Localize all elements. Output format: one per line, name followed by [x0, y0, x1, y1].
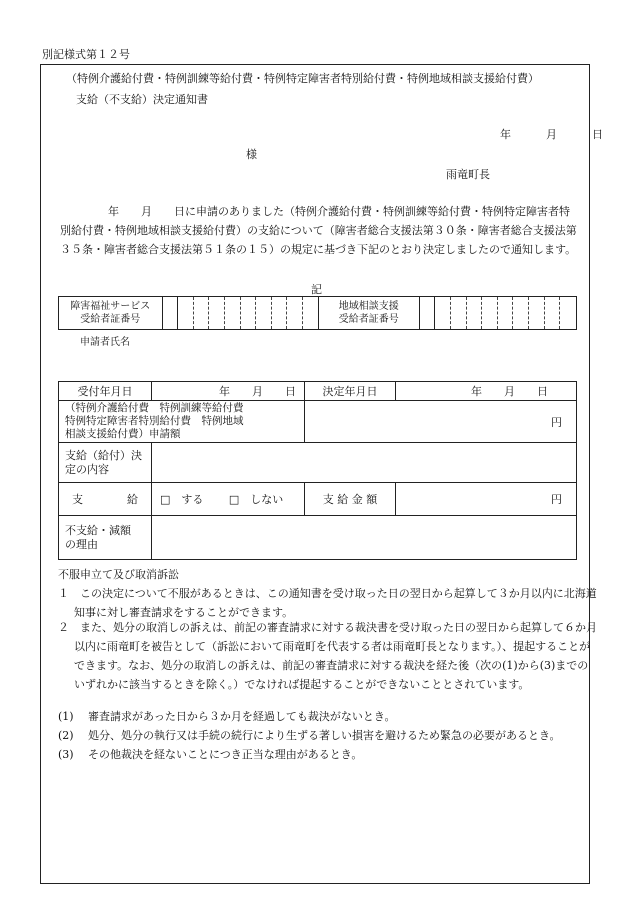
decision-date-field[interactable]: 年 月 日	[396, 382, 577, 401]
decision-content-label-line1: 支給（給付）決	[65, 448, 142, 462]
ki-marker: 記	[311, 283, 322, 296]
notice-body: 年 月 日に申請のありました（特例介護給付費・特例訓練等給付費・特例特定障害者特別給付費・特例地域相談支援給付費）の支給について（障害者総合支援法第３０条・障害者総合支援法第３５条・障害者総合支援法第５１条の１５）の規定に基づき下記のとおり決定しましたので通知します。	[60, 205, 577, 256]
consult-digit-2[interactable]	[435, 297, 451, 330]
consult-digit-6[interactable]	[497, 297, 513, 330]
appeal-item-2: ２ また、処分の取消しの訴えは、前記の審査請求に対する裁決書を受け取った日の翌日から起算して６か月以内に雨竜町を被告として（訴訟において雨竜町を代表する者は雨竜町長となります。）、提起することができます。なお、処分の取消しの訴えは、前記の審査請求に対する裁決を経た後（次の(1)から(3)までのいずれかに該当するときを除く。）でなければ提起することができないこととされています。	[58, 621, 597, 691]
appeal-item-1: １ この決定について不服があるときは、この通知書を受け取った日の翌日から起算して３か月以内に北海道知事に対し審査請求をすることができます。	[58, 587, 597, 619]
application-amount-field[interactable]: 円	[305, 401, 577, 443]
appeal-condition-2	[58, 727, 561, 743]
consult-digit-7[interactable]	[513, 297, 529, 330]
appeal-condition-1	[58, 708, 395, 724]
decision-table	[58, 381, 577, 560]
welfare-digit-5[interactable]	[224, 297, 240, 330]
consult-digit-4[interactable]	[466, 297, 482, 330]
condition-number: (1)	[58, 710, 74, 723]
decision-content-label-line2: 定の内容	[65, 462, 109, 476]
addressee-honorific: 様	[246, 148, 257, 161]
consult-cert-label-line2: 受給者証番号	[338, 314, 399, 325]
payment-label: 支 給	[59, 483, 152, 516]
welfare-digit-4[interactable]	[209, 297, 225, 330]
application-amount-label	[59, 401, 305, 443]
payment-no-checkbox[interactable]: □ しない	[228, 493, 284, 506]
issuer-name: 雨竜町長	[446, 168, 490, 181]
reason-field[interactable]	[152, 516, 577, 560]
application-amount-label-line3: 相談支援給付費）申請額	[65, 428, 181, 440]
consult-digit-8[interactable]	[529, 297, 545, 330]
welfare-digit-1[interactable]	[162, 297, 178, 330]
payment-amount-field[interactable]: 円	[396, 483, 577, 516]
consult-digit-9[interactable]	[544, 297, 560, 330]
reason-label-line1: 不支給・減額	[65, 523, 131, 537]
welfare-cert-label-line1: 障害福祉サービス	[70, 301, 151, 312]
certificate-number-table	[58, 296, 577, 330]
date-month: 月	[546, 128, 557, 141]
applicant-name-label: 申請者氏名	[80, 337, 130, 348]
payment-choice	[152, 483, 305, 516]
decision-content-label	[59, 443, 152, 483]
consult-digit-10[interactable]	[560, 297, 577, 330]
welfare-digit-10[interactable]	[302, 297, 318, 330]
payment-yes-checkbox[interactable]: □ する	[160, 493, 204, 506]
date-day: 日	[592, 128, 603, 141]
consult-cert-label-line1: 地域相談支援	[338, 301, 399, 312]
application-amount-label-line1: （特例介護給付費 特例訓練等給付費	[65, 402, 244, 414]
consult-digit-5[interactable]	[482, 297, 498, 330]
welfare-cert-label-line2: 受給者証番号	[80, 314, 141, 325]
page-title: 支給（不支給）決定通知書	[76, 93, 208, 106]
condition-text: その他裁決を経ないことにつき正当な理由があるとき。	[88, 748, 363, 761]
appeal-condition-3	[58, 746, 362, 762]
welfare-digit-2[interactable]	[178, 297, 194, 330]
consult-digit-1[interactable]	[419, 297, 435, 330]
condition-text: 処分、処分の執行又は手続の続行により生ずる著しい損害を避けるため緊急の必要があるとき。	[88, 729, 561, 742]
consult-cert-label	[318, 297, 419, 330]
welfare-digit-9[interactable]	[287, 297, 303, 330]
condition-text: 審査請求があった日から３か月を経過しても裁決がないとき。	[88, 710, 396, 723]
decision-content-field[interactable]	[152, 443, 577, 483]
date-year: 年	[500, 128, 511, 141]
receipt-date-label: 受付年月日	[59, 382, 152, 401]
welfare-digit-7[interactable]	[256, 297, 272, 330]
receipt-date-field[interactable]: 年 月 日	[152, 382, 305, 401]
reason-label	[59, 516, 152, 560]
form-number-label: 別記様式第１２号	[42, 48, 130, 61]
condition-number: (3)	[58, 748, 74, 761]
condition-number: (2)	[58, 729, 74, 742]
welfare-digit-6[interactable]	[240, 297, 256, 330]
payment-amount-label: 支 給 金 額	[305, 483, 396, 516]
reason-label-line2: の理由	[65, 537, 98, 551]
appeal-heading: 不服申立て及び取消訴訟	[58, 568, 179, 581]
welfare-cert-label	[59, 297, 163, 330]
application-amount-label-line2: 特例特定障害者特別給付費 特例地域	[65, 415, 244, 427]
welfare-digit-8[interactable]	[271, 297, 287, 330]
issue-date	[500, 126, 603, 142]
consult-digit-3[interactable]	[451, 297, 467, 330]
welfare-digit-3[interactable]	[193, 297, 209, 330]
title-benefit-types: （特例介護給付費・特例訓練等給付費・特例特定障害者特別給付費・特例地域相談支援給付費）	[66, 72, 539, 85]
decision-date-label: 決定年月日	[305, 382, 396, 401]
